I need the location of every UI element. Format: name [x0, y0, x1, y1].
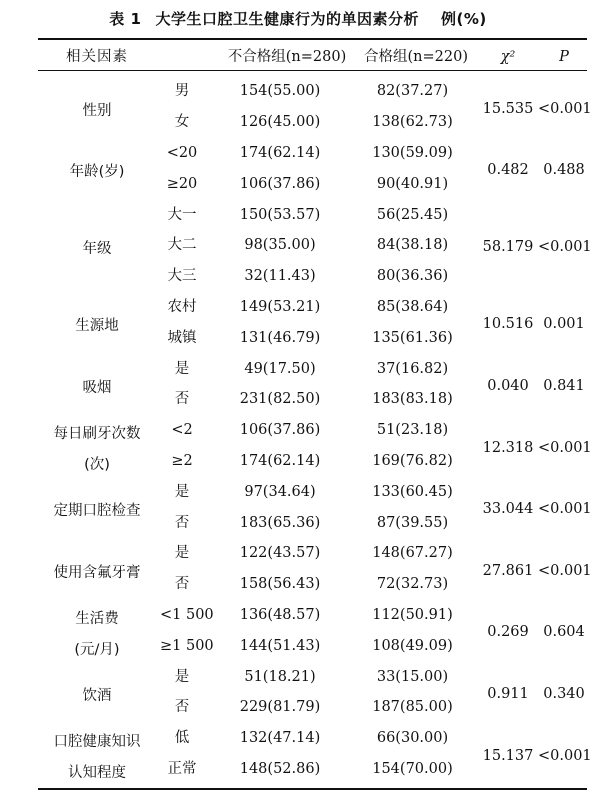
qualified-count: 169(76.82)	[372, 453, 453, 469]
qualified-count: 80(36.36)	[376, 268, 449, 285]
p-value: 0.488	[543, 162, 585, 179]
unqualified-count: 183(65.36)	[239, 514, 321, 531]
qualified-count: 56(25.45)	[376, 206, 449, 223]
subcategory-label: 是	[174, 668, 190, 685]
qualified-count: 66(30.00)	[376, 730, 449, 747]
subcategory-label: 否	[174, 514, 190, 531]
unqualified-count: 158(56.43)	[239, 576, 321, 593]
subcategory-label: 农村	[167, 299, 197, 315]
factor-label: 年级	[82, 241, 112, 258]
subcategory-label: 低	[174, 730, 190, 747]
subcategory-label: ≥1 500	[160, 637, 214, 654]
unqualified-count: 106(37.86)	[239, 422, 321, 439]
qualified-count: 72(32.73)	[376, 576, 449, 593]
qualified-count: 108(49.09)	[372, 637, 453, 654]
p-value: 0.604	[543, 624, 585, 641]
unqualified-count: 98(35.00)	[244, 237, 316, 254]
chi-square-value: 15.137	[482, 747, 534, 764]
caption-label: 表 1	[109, 10, 142, 28]
p-value: 0.001	[543, 316, 585, 333]
qualified-count: 51(23.18)	[376, 422, 449, 439]
subcategory-label: ≥20	[166, 175, 198, 192]
unqualified-count: 154(55.00)	[239, 83, 321, 100]
qualified-count: 135(61.36)	[372, 329, 453, 346]
p-value: <0.001	[538, 747, 592, 764]
subcategory-label: 否	[174, 699, 190, 716]
chi-square-value: 0.482	[487, 162, 529, 179]
factor-label: 生活费	[75, 611, 119, 627]
chi-square-value: 27.861	[482, 562, 534, 579]
header-chi-square	[478, 47, 538, 67]
qualified-count: 138(62.73)	[372, 114, 453, 131]
unqualified-count: 174(62.14)	[239, 453, 321, 469]
unqualified-count: 150(53.57)	[239, 206, 321, 223]
unqualified-count: 148(52.86)	[239, 761, 321, 777]
unqualified-count: 97(34.64)	[244, 483, 316, 500]
table-top-rule	[38, 38, 587, 40]
qualified-count: 133(60.45)	[372, 483, 453, 500]
factor-label: 吸烟	[82, 380, 112, 396]
factor-label: 性别	[82, 102, 112, 119]
factor-label: 使用含氟牙膏	[53, 564, 141, 581]
unqualified-count: 51(18.21)	[244, 668, 316, 685]
unqualified-count: 49(17.50)	[244, 360, 316, 377]
unqualified-count: 149(53.21)	[239, 299, 321, 315]
subcategory-label: <2	[171, 422, 193, 439]
chi-square-value: 12.318	[482, 439, 534, 456]
chi-square-value: 0.040	[487, 378, 529, 394]
unqualified-count: 144(51.43)	[239, 637, 321, 654]
factor-label: 每日刷牙次数	[53, 426, 141, 443]
header-factor: 相关因素	[66, 49, 128, 65]
qualified-count: 82(37.27)	[376, 83, 449, 100]
subcategory-label: <20	[166, 145, 198, 161]
qualified-count: 154(70.00)	[372, 761, 453, 777]
unqualified-count: 126(45.00)	[239, 114, 321, 131]
unqualified-count: 136(48.57)	[239, 607, 321, 623]
qualified-count: 84(38.18)	[376, 237, 449, 254]
subcategory-label: <1 500	[160, 607, 214, 623]
unqualified-count: 174(62.14)	[239, 145, 321, 161]
p-value: <0.001	[538, 562, 592, 579]
caption-title: 大学生口腔卫生健康行为的单因素分析	[155, 10, 419, 28]
qualified-count: 85(38.64)	[376, 299, 449, 315]
subcategory-label: 否	[174, 391, 190, 408]
p-value: <0.001	[538, 501, 592, 518]
factor-label: 饮酒	[82, 688, 112, 704]
p-value: 0.340	[543, 686, 585, 702]
qualified-count: 90(40.91)	[376, 175, 449, 192]
chi-square-value: 10.516	[482, 316, 534, 333]
factor-label: 年龄(岁)	[69, 164, 125, 181]
subcategory-label: 女	[174, 114, 190, 131]
table-caption	[0, 8, 596, 29]
header-unqualified: 不合格组(n=280)	[227, 49, 347, 65]
chi-square-value: 0.911	[487, 686, 529, 702]
subcategory-label: 否	[174, 576, 190, 593]
header-qualified: 合格组(n=220)	[364, 49, 468, 65]
unqualified-count: 122(43.57)	[239, 545, 321, 562]
subcategory-label: 是	[174, 360, 190, 377]
chi-square-value: 15.535	[482, 100, 534, 117]
p-value: <0.001	[538, 239, 592, 256]
factor-label: 定期口腔检查	[53, 503, 141, 520]
chi-square-value: 58.179	[482, 239, 534, 256]
chi-symbol: χ²	[500, 49, 516, 65]
chi-square-value: 33.044	[482, 501, 534, 518]
p-value: <0.001	[538, 100, 592, 117]
p-symbol: P	[559, 49, 569, 65]
unqualified-count: 106(37.86)	[239, 175, 321, 192]
qualified-count: 130(59.09)	[372, 145, 453, 161]
p-value: <0.001	[538, 439, 592, 456]
unqualified-count: 231(82.50)	[239, 391, 321, 408]
table-header-rule	[38, 70, 587, 71]
qualified-count: 37(16.82)	[376, 360, 449, 377]
unqualified-count: 131(46.79)	[239, 329, 321, 346]
unqualified-count: 229(81.79)	[239, 699, 321, 716]
qualified-count: 87(39.55)	[376, 514, 449, 531]
subcategory-label: 大二	[167, 237, 197, 254]
subcategory-label: 是	[174, 483, 190, 500]
subcategory-label: 男	[174, 83, 190, 100]
table-bottom-rule	[38, 788, 587, 790]
subcategory-label: 城镇	[167, 329, 197, 346]
header-p	[538, 47, 590, 67]
factor-label: 认知程度	[68, 765, 126, 781]
factor-label: 口腔健康知识	[53, 734, 141, 751]
caption-unit: 例(%)	[440, 10, 487, 28]
subcategory-label: 大三	[167, 268, 197, 285]
subcategory-label: 是	[174, 545, 190, 562]
qualified-count: 33(15.00)	[376, 668, 449, 685]
unqualified-count: 132(47.14)	[239, 730, 321, 747]
chi-square-value: 0.269	[487, 624, 529, 641]
factor-label: 生源地	[75, 318, 119, 335]
qualified-count: 112(50.91)	[372, 607, 453, 623]
factor-label: (次)	[84, 457, 110, 473]
factor-label: (元/月)	[74, 641, 120, 658]
subcategory-label: 正常	[167, 761, 197, 777]
subcategory-label: ≥2	[171, 453, 193, 469]
subcategory-label: 大一	[167, 206, 197, 223]
unqualified-count: 32(11.43)	[244, 268, 316, 285]
qualified-count: 183(83.18)	[372, 391, 453, 408]
p-value: 0.841	[543, 378, 585, 394]
qualified-count: 148(67.27)	[372, 545, 453, 562]
qualified-count: 187(85.00)	[372, 699, 453, 716]
